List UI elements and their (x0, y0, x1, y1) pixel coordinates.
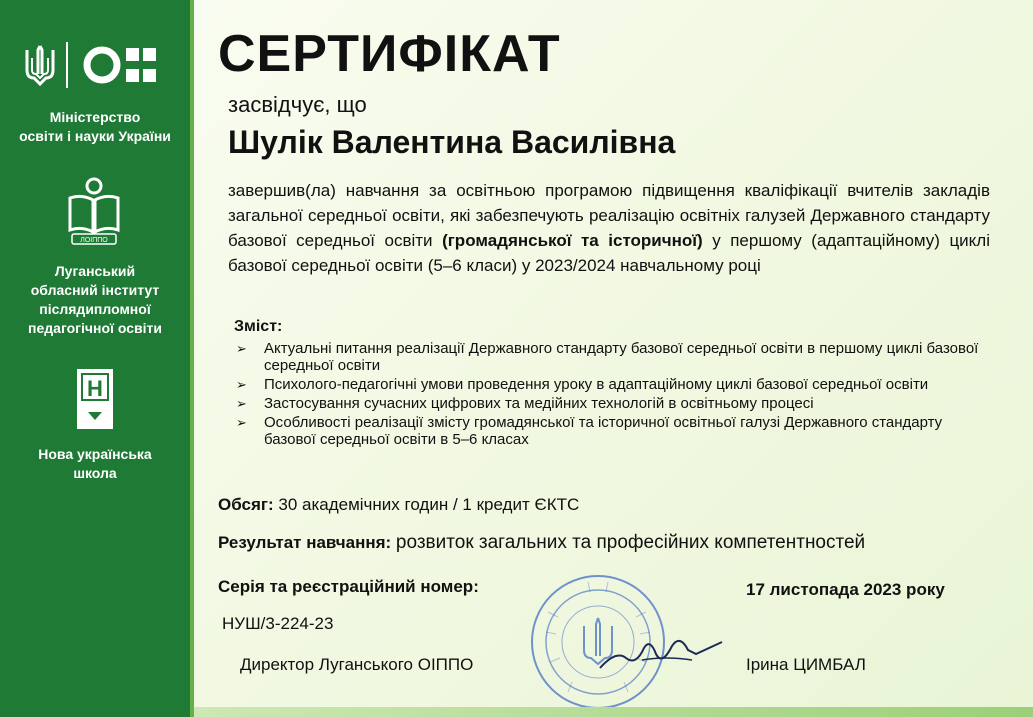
arrow-bullet-icon: ➢ (236, 396, 247, 411)
result-row (218, 532, 865, 554)
volume-row (218, 495, 579, 515)
signature (596, 620, 726, 680)
trident-icon (24, 44, 56, 86)
ministry-line-2: освіти і науки України (19, 128, 171, 144)
list-item-text: Застосування сучасних цифрових та медійних технологій в освітньому процесі (264, 395, 814, 412)
institute-line-3: післядипломної (39, 301, 151, 317)
program-description (228, 178, 990, 278)
director-title: Директор Луганського ОІППО (240, 655, 474, 674)
certifies-text: засвідчує, що (228, 92, 367, 117)
volume-label: Обсяг: (218, 495, 274, 514)
list-item-text: Психолого-педагогічні умови проведення уроку в адаптаційному циклі базової середньої освіти (264, 376, 929, 393)
content-list (234, 340, 994, 450)
nus-logo-icon (76, 368, 114, 430)
list-item (234, 340, 994, 374)
description-part-1: завершив(ла) навчання за освітньою програмою підвищення кваліфікації вчителів закладів загальної середньої освіти, які забезпечують реалізацію освітніх галузей Державного стандарту базової середньої освіти (228, 181, 990, 250)
signer-name: Ірина ЦИМБАЛ (746, 655, 866, 674)
institute-logo-icon (66, 176, 122, 246)
content-label: Зміст: (234, 318, 283, 335)
list-item (234, 414, 994, 448)
list-item (234, 376, 994, 393)
logo-divider (66, 42, 68, 88)
mon-logo-icon (80, 42, 160, 88)
arrow-bullet-icon: ➢ (236, 341, 247, 356)
list-item (234, 395, 994, 412)
result-value: розвиток загальних та професійних компетентностей (395, 532, 866, 553)
arrow-bullet-icon: ➢ (236, 415, 247, 430)
arrow-bullet-icon: ➢ (236, 377, 247, 392)
nus-line-2: школа (73, 465, 117, 481)
sidebar (0, 0, 190, 717)
result-label: Результат навчання: (218, 533, 392, 552)
institute-line-4: педагогічної освіти (28, 320, 162, 336)
series-value: НУШ/3-224-23 (222, 614, 334, 633)
institute-logo-text: ЛОІППО (80, 237, 108, 244)
list-item-text: Актуальні питання реалізації Державного стандарту базової середньої освіти в першому циклі базової середньої освіти (264, 340, 979, 374)
ministry-line-1: Міністерство (49, 109, 141, 125)
bottom-band (194, 707, 1033, 717)
certificate-title: СЕРТИФІКАТ (218, 25, 561, 83)
recipient-name: Шулік Валентина Василівна (228, 124, 676, 160)
institute-line-1: Луганський (54, 263, 136, 279)
description-bold: (громадянської та історичної) (442, 231, 703, 250)
institute-line-2: обласний інститут (30, 282, 160, 298)
ministry-logo (24, 42, 160, 88)
description-part-2: у першому (адаптаційному) циклі базової середньої освіти (5–6 класи) у 2023/2024 навчальному році (228, 231, 990, 275)
nus-label (0, 445, 190, 483)
volume-value: 30 академічних годин / 1 кредит ЄКТС (278, 495, 580, 514)
nus-line-1: Нова українська (38, 446, 152, 462)
issue-date: 17 листопада 2023 року (746, 580, 945, 599)
series-label: Серія та реєстраційний номер: (218, 577, 479, 596)
nus-logo-letter: Н (87, 376, 103, 401)
ministry-label (0, 108, 190, 146)
list-item-text: Особливості реалізації змісту громадянської та історичної освітньої галузі Державного стандарту базової середньої освіти в 5–6 класах (264, 414, 943, 448)
institute-label (0, 262, 190, 338)
sidebar-edge (190, 0, 194, 717)
